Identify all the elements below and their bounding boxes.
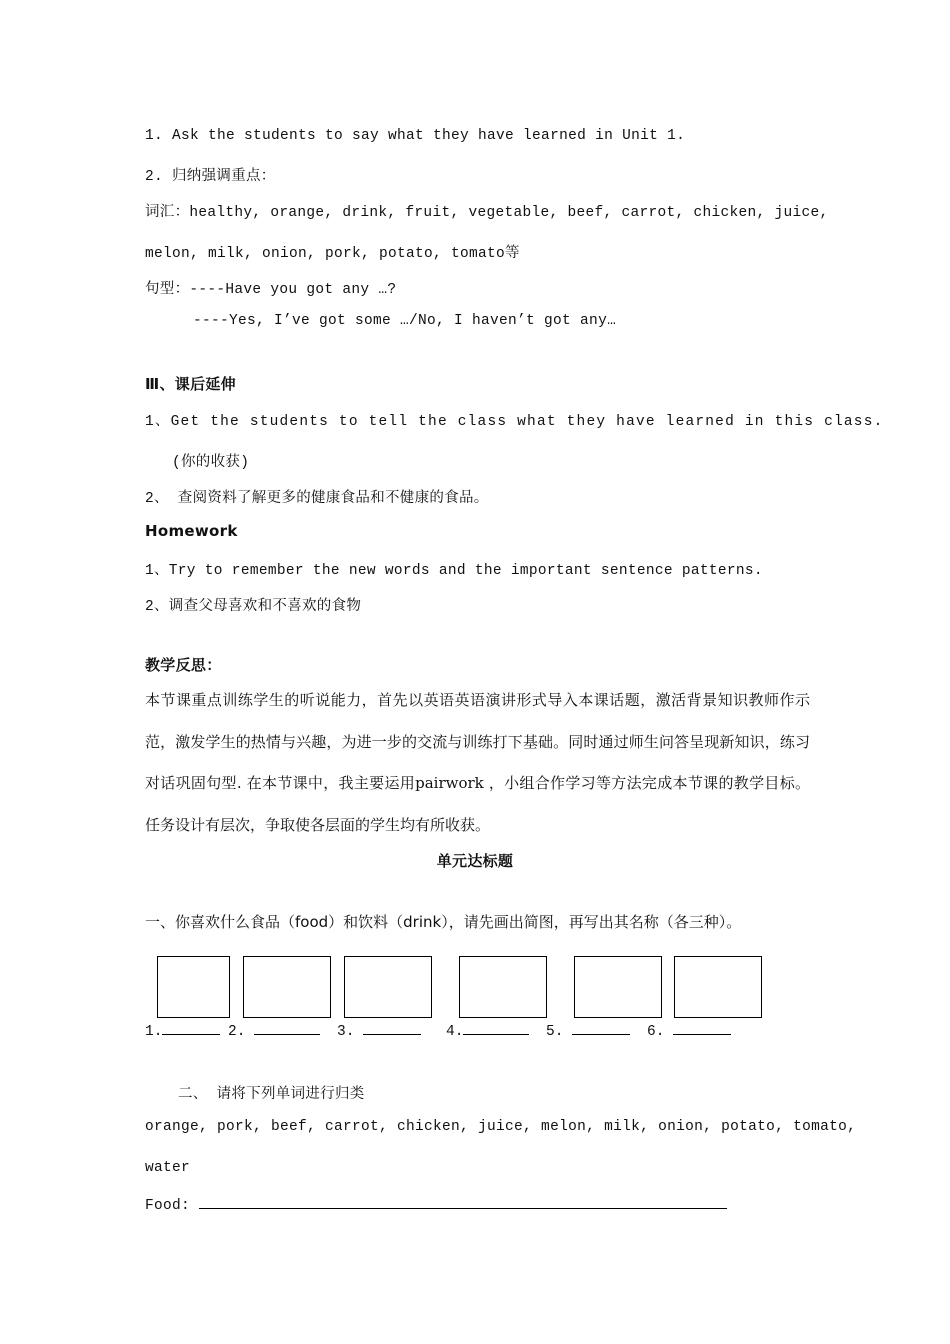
pattern-question: 句型：----Have you got any …?: [145, 282, 397, 298]
review-item-1: 1. Ask the students to say what they have learned in Unit 1.: [145, 128, 686, 144]
reflection-text: 本节课重点训练学生的听说能力，首先以英语英语演讲形式导入本课话题，激活背景知识教师作示范，激发学生的热情与兴趣，为进一步的交流与训练打下基础。同时通过师生问答呈现新知识，练习对话巩固句型. 在本节课中，我主要运用pairwork ，小组合作学习等方法完成本节课的教学目标。任务设计有层次，争取使各层面的学生均有所收获。: [145, 691, 810, 834]
drawing-box-6: [674, 956, 762, 1018]
extension-heading: Ⅲ、课后延伸: [145, 375, 236, 393]
answer-blank-6[interactable]: 6.: [647, 1022, 731, 1040]
homework-item-2: 2、调查父母喜欢和不喜欢的食物: [145, 599, 362, 615]
extension-item-1-note: (你的收获): [172, 455, 250, 471]
homework-heading: Homework: [145, 522, 238, 540]
drawing-box-1: [157, 956, 230, 1018]
homework-item-1: 1、Try to remember the new words and the important sentence patterns.: [145, 563, 763, 579]
answer-blank-5[interactable]: 5.: [546, 1022, 630, 1040]
drawing-box-3: [344, 956, 432, 1018]
words-line-1: orange, pork, beef, carrot, chicken, juice, melon, milk, onion, potato, tomato,: [145, 1119, 857, 1135]
drawing-box-2: [243, 956, 331, 1018]
test-title: 单元达标题: [436, 852, 514, 870]
answer-blank-3[interactable]: 3.: [337, 1022, 421, 1040]
answer-blank-1[interactable]: 1.: [145, 1022, 220, 1040]
question-2: 二、 请将下列单词进行归类: [178, 1087, 365, 1103]
extension-item-1: 1、Get the students to tell the class what they have learned in this class.: [145, 414, 884, 430]
review-item-2: 2. 归纳强调重点：: [145, 169, 276, 185]
reflection-heading: 教学反思：: [145, 656, 222, 674]
words-line-2: water: [145, 1160, 191, 1176]
drawing-box-5: [574, 956, 662, 1018]
vocab-line-1: 词汇：healthy, orange, drink, fruit, vegetable, beef, carrot, chicken, juice,: [145, 205, 829, 221]
food-answer-line[interactable]: [145, 1196, 727, 1214]
drawing-box-4: [459, 956, 547, 1018]
vocab-line-2: melon, milk, onion, pork, potato, tomato等: [145, 246, 520, 262]
answer-blank-4[interactable]: 4.: [446, 1022, 529, 1040]
pattern-answer: ----Yes, I’ve got some …/No, I haven’t got any…: [193, 313, 617, 329]
extension-item-2: 2、 查阅资料了解更多的健康食品和不健康的食品。: [145, 491, 489, 507]
answer-blank-2[interactable]: 2.: [228, 1022, 320, 1040]
food-label: Food:: [145, 1198, 191, 1214]
question-1: 一、你喜欢什么食品（food）和饮料（drink），请先画出简图，再写出其名称（各三种）。: [145, 913, 742, 931]
